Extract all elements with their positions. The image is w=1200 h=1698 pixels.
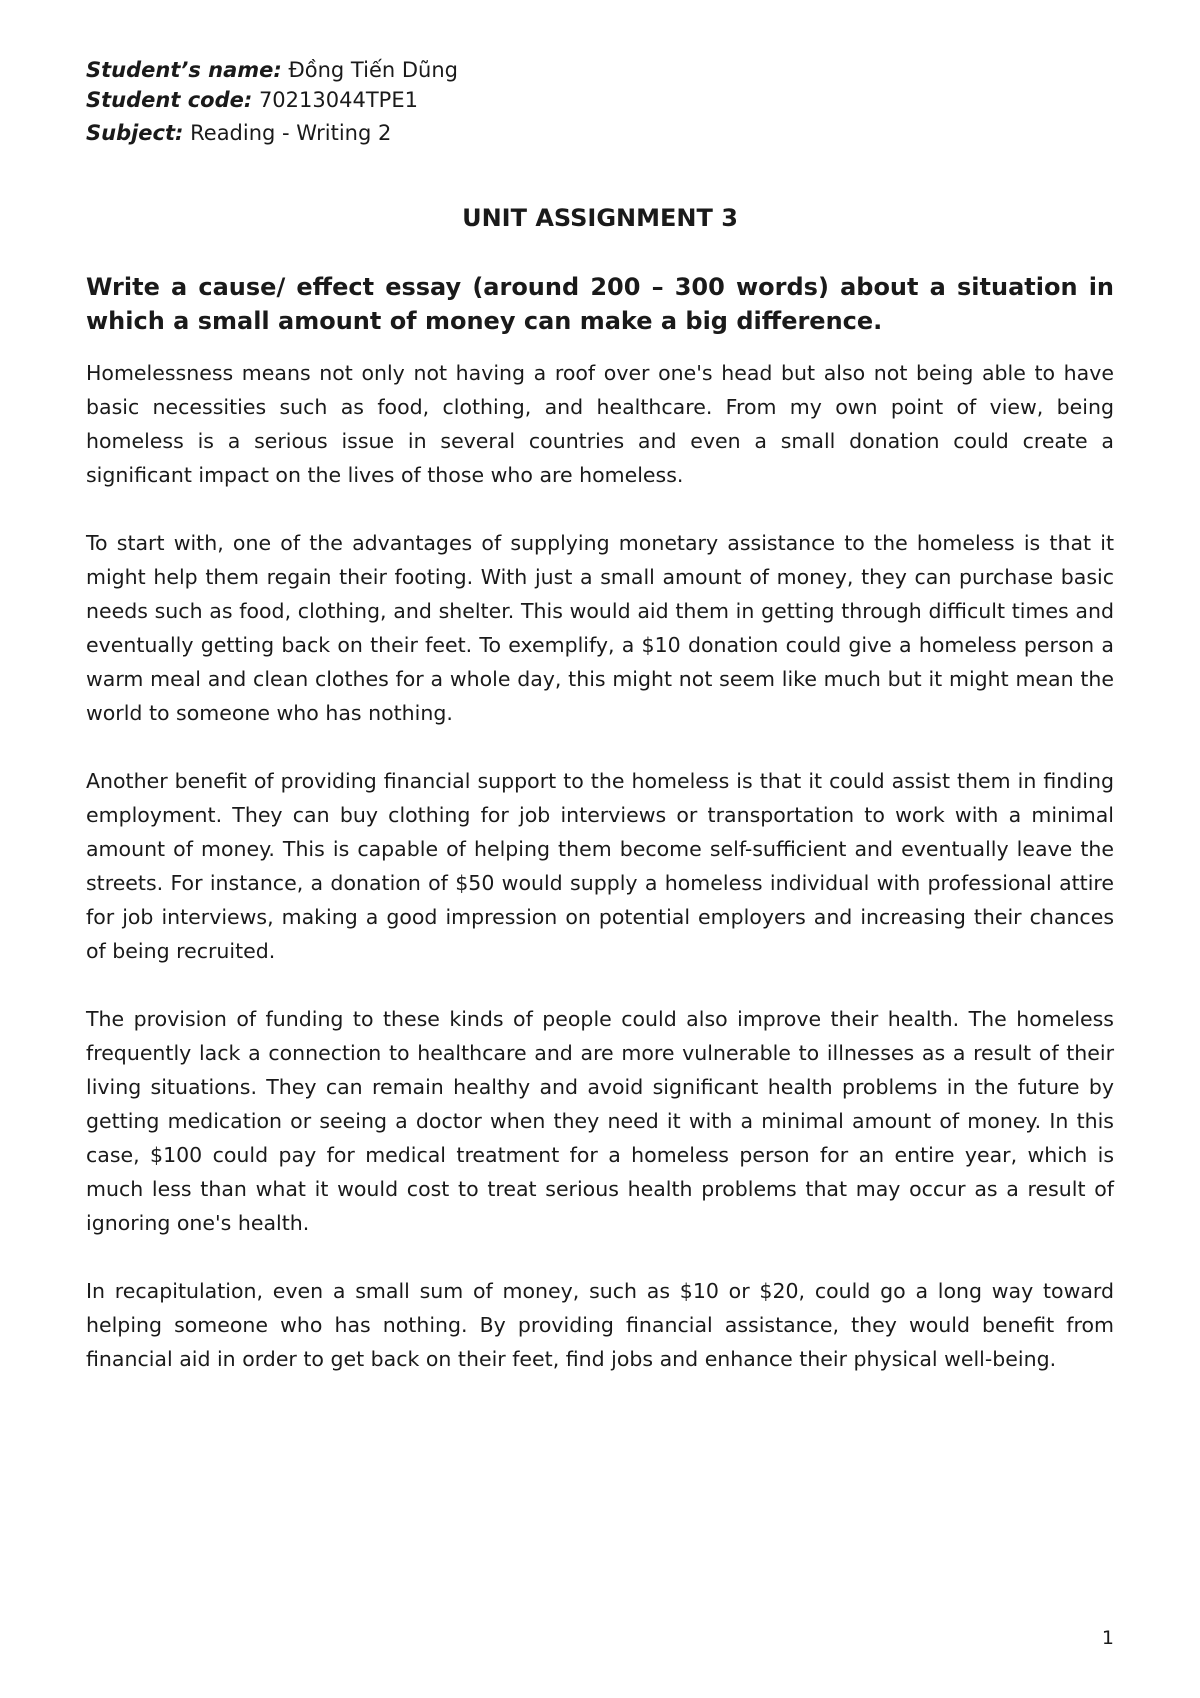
student-name-label: Student’s name: bbox=[86, 58, 282, 82]
subject-line bbox=[86, 118, 1114, 148]
page-title: UNIT ASSIGNMENT 3 bbox=[462, 204, 738, 232]
essay-paragraph-body-3: The provision of funding to these kinds of people could also improve their health. The homeless frequently lack a connection to healthcare and are more vulnerable to illnesses as a result of their living situations. They can remain healthy and avoid significant health problems in the future by getting medication or seeing a doctor when they need it with a minimal amount of money. In this case, $100 could pay for medical treatment for a homeless person for an entire year, which is much less than what it would cost to treat serious health problems that may occur as a result of ignoring one's health. bbox=[86, 1007, 1114, 1235]
subject-value: Reading - Writing 2 bbox=[190, 121, 392, 145]
essay-paragraph-body-1: To start with, one of the advantages of supplying monetary assistance to the homeless is that it might help them regain their footing. With just a small amount of money, they can purchase basic needs such as food, clothing, and shelter. This would aid them in getting through difficult times and eventually getting back on their feet. To exemplify, a $10 donation could give a homeless person a warm meal and clean clothes for a whole day, this might not seem like much but it might mean the world to someone who has nothing. bbox=[86, 531, 1114, 725]
essay-prompt: Write a cause/ effect essay (around 200 – 300 words) about a situation in which a small amount of money can make a big difference. bbox=[86, 273, 1114, 335]
student-name-value: Đồng Tiến Dũng bbox=[288, 58, 458, 82]
essay-paragraph-intro: Homelessness means not only not having a roof over one's head but also not being able to have basic necessities such as food, clothing, and healthcare. From my own point of view, being homeless is a serious issue in several countries and even a small donation could create a significant impact on the lives of those who are homeless. bbox=[86, 361, 1114, 487]
student-code-label: Student code: bbox=[86, 88, 253, 112]
subject-label: Subject: bbox=[86, 121, 184, 145]
essay-paragraph-conclusion: In recapitulation, even a small sum of money, such as $10 or $20, could go a long way toward helping someone who has nothing. By providing financial assistance, they would benefit from financial aid in order to get back on their feet, find jobs and enhance their physical well-being. bbox=[86, 1279, 1114, 1371]
essay-paragraph-body-2: Another benefit of providing financial support to the homeless is that it could assist them in finding employment. They can buy clothing for job interviews or transportation to work with a minimal amount of money. This is capable of helping them become self-sufficient and eventually leave the streets. For instance, a donation of $50 would supply a homeless individual with professional attire for job interviews, making a good impression on potential employers and increasing their chances of being recruited. bbox=[86, 769, 1114, 963]
student-code-value: 70213044TPE1 bbox=[258, 88, 418, 112]
essay-body bbox=[86, 356, 1114, 1376]
student-code-line bbox=[86, 85, 1114, 115]
page-number: 1 bbox=[1101, 1627, 1114, 1649]
student-name-line bbox=[86, 55, 1114, 85]
